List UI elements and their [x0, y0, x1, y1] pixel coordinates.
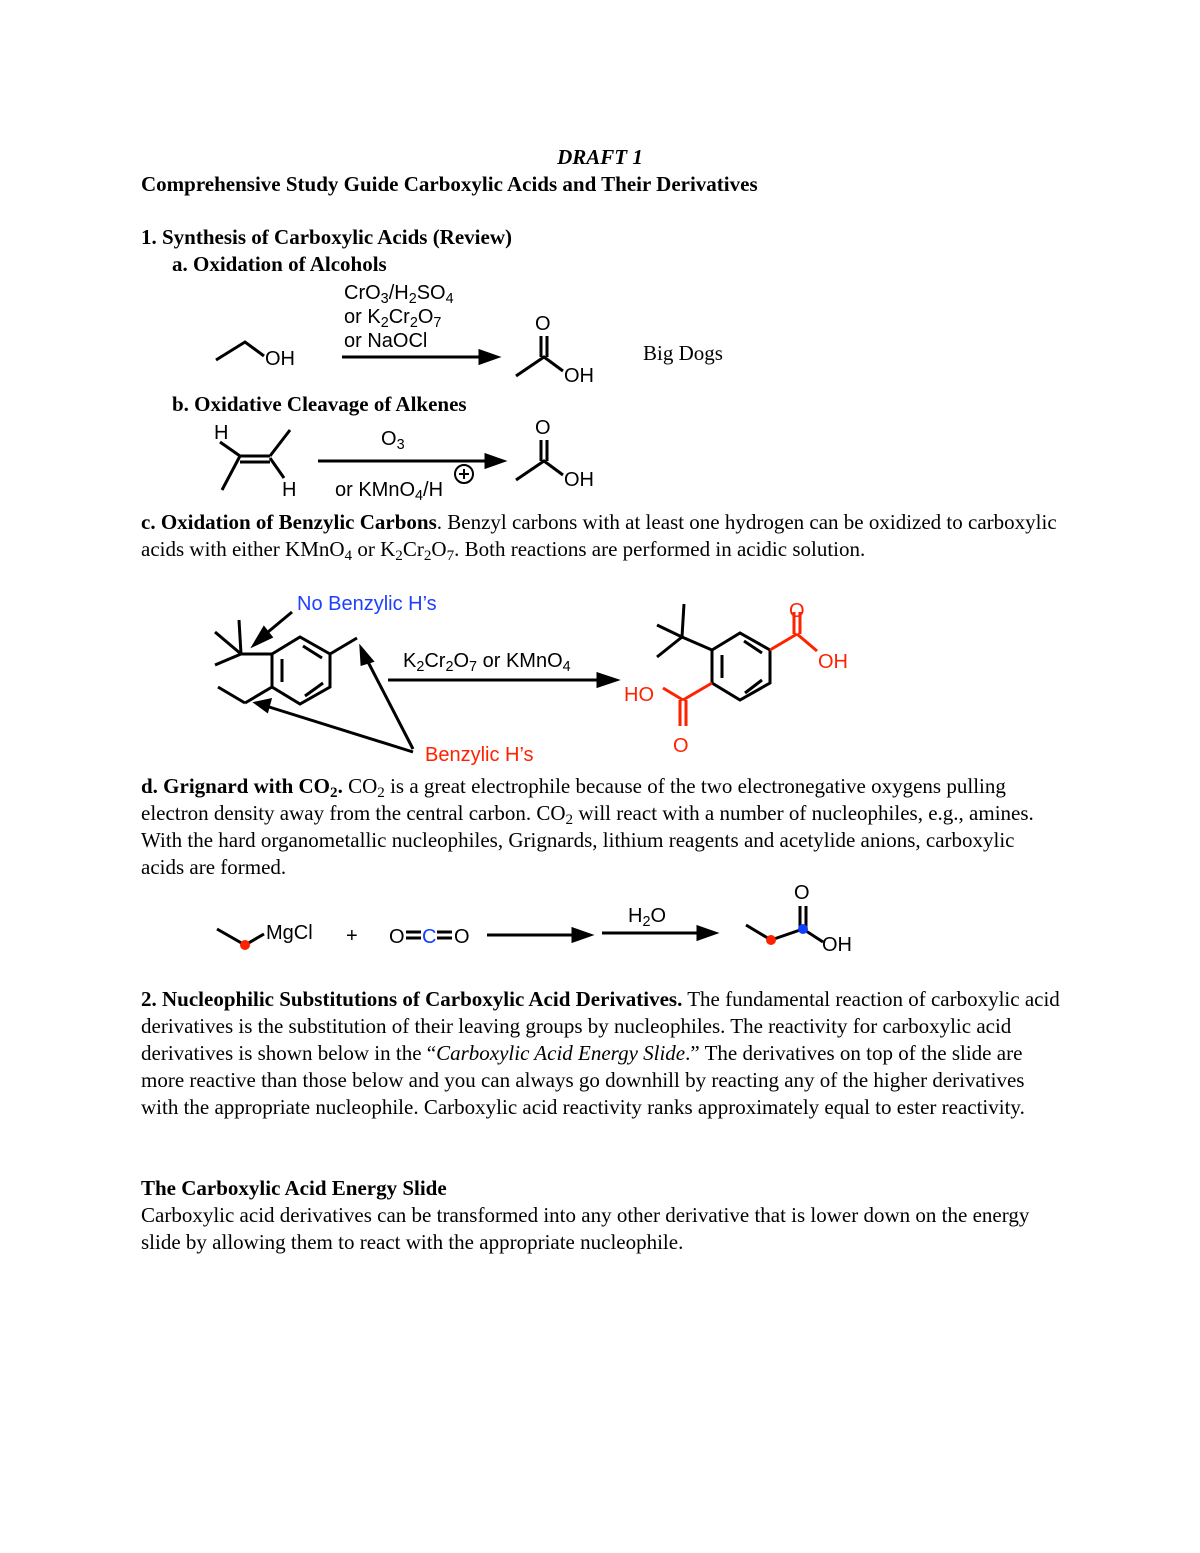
product-carbonyl-carbon-dot	[798, 924, 808, 934]
section-1-heading: 1. Synthesis of Carboxylic Acids (Review)	[141, 225, 512, 249]
section-1c-heading: c. Oxidation of Benzylic Carbons	[141, 510, 437, 534]
section-1c-paragraph: c. Oxidation of Benzylic Carbons. Benzyl carbons with at least one hydrogen can be oxidized to carboxylic acids with either KMnO$_4$ or $K_2Cr_2O_7$. Both reactions are performed in acidic solution.	[141, 510, 1057, 565]
1a-product-o: O	[535, 313, 551, 335]
1b-reagent-bottom: or KMnO$_4$/H	[335, 479, 444, 505]
grignard-carbon-dot	[240, 940, 250, 950]
1d-mgcl: MgCl	[266, 922, 313, 944]
1a-product-oh: OH	[564, 365, 594, 387]
1b-h-bottom: H	[282, 479, 297, 501]
1c-product-o-top: O	[789, 600, 805, 622]
section-2-heading: 2. Nucleophilic Substitutions of Carboxylic Acid Derivatives.	[141, 987, 683, 1011]
1c-product-o-bottom: O	[673, 735, 689, 757]
section-1b-heading: b. Oxidative Cleavage of Alkenes	[172, 392, 467, 416]
1b-product-o: O	[535, 417, 551, 439]
1d-product-o: O	[794, 882, 810, 904]
1c-product-ho: HO	[624, 684, 654, 706]
energy-slide-heading: The Carboxylic Acid Energy Slide	[141, 1176, 447, 1200]
1c-reagent: $K_2Cr_2O_7$ or KMnO$_4$	[403, 650, 571, 676]
1b-reagent-top: $O_3$	[381, 428, 405, 454]
1a-reactant-oh: OH	[265, 348, 295, 370]
1c-product-oh: OH	[818, 651, 848, 673]
1d-co2-c: C	[422, 926, 437, 948]
1c-label-no-benzylic: No Benzylic H’s	[297, 593, 437, 615]
section-1d-heading: d. Grignard with $CO_2$.	[141, 774, 343, 802]
product-alpha-carbon-dot	[766, 935, 776, 945]
section-2-paragraph: 2. Nucleophilic Substitutions of Carboxylic Acid Derivatives. The fundamental reaction of carboxylic acid derivatives is the substitution of their leaving groups by nucleophiles. The reactivity for carboxylic acid derivatives is shown below in the “Carboxylic Acid Energy Slide.” The derivatives on top of the slide are more reactive than those below and you can always go downhill by reacting any of the higher derivatives with the appropriate nucleophile. Carboxylic acid reactivity ranks approximately equal to ester reactivity.	[141, 987, 1060, 1119]
1d-plus: +	[346, 925, 358, 947]
section-1d-paragraph: d. Grignard with $CO_2$. $CO_2$ is a great electrophile because of the two electronegative oxygens pulling electron density away from the central carbon. $CO_2$ will react with a number of nucleophiles, e.g., amines. With the hard organometallic nucleophiles, Grignards, lithium reagents and acetylide anions, carboxylic acids are formed.	[141, 774, 1034, 879]
1d-reagent: $H_2O$	[628, 905, 667, 931]
section-1a-heading: a. Oxidation of Alcohols	[172, 252, 387, 276]
1b-product-oh: OH	[564, 469, 594, 491]
energy-slide-text: Carboxylic acid derivatives can be transformed into any other derivative that is lower down on the energy slide by allowing them to react with the appropriate nucleophile.	[141, 1203, 1030, 1254]
1a-reagent-line2: or $K_2Cr_2O_7$	[344, 306, 442, 332]
draft-label: DRAFT 1	[557, 145, 643, 169]
1d-co2-o-right: O	[454, 926, 470, 948]
1b-h-top: H	[214, 422, 229, 444]
1d-product-oh: OH	[822, 934, 852, 956]
1d-co2-o-left: O	[389, 926, 405, 948]
document-title: Comprehensive Study Guide Carboxylic Acids and Their Derivatives	[141, 172, 758, 196]
1a-reagent-line1: $CrO_3/H_2SO_4$	[344, 282, 454, 308]
1c-label-benzylic: Benzylic H’s	[425, 744, 534, 766]
1a-reagent-line3: or NaOCl	[344, 330, 428, 352]
1a-note: Big Dogs	[643, 341, 723, 365]
